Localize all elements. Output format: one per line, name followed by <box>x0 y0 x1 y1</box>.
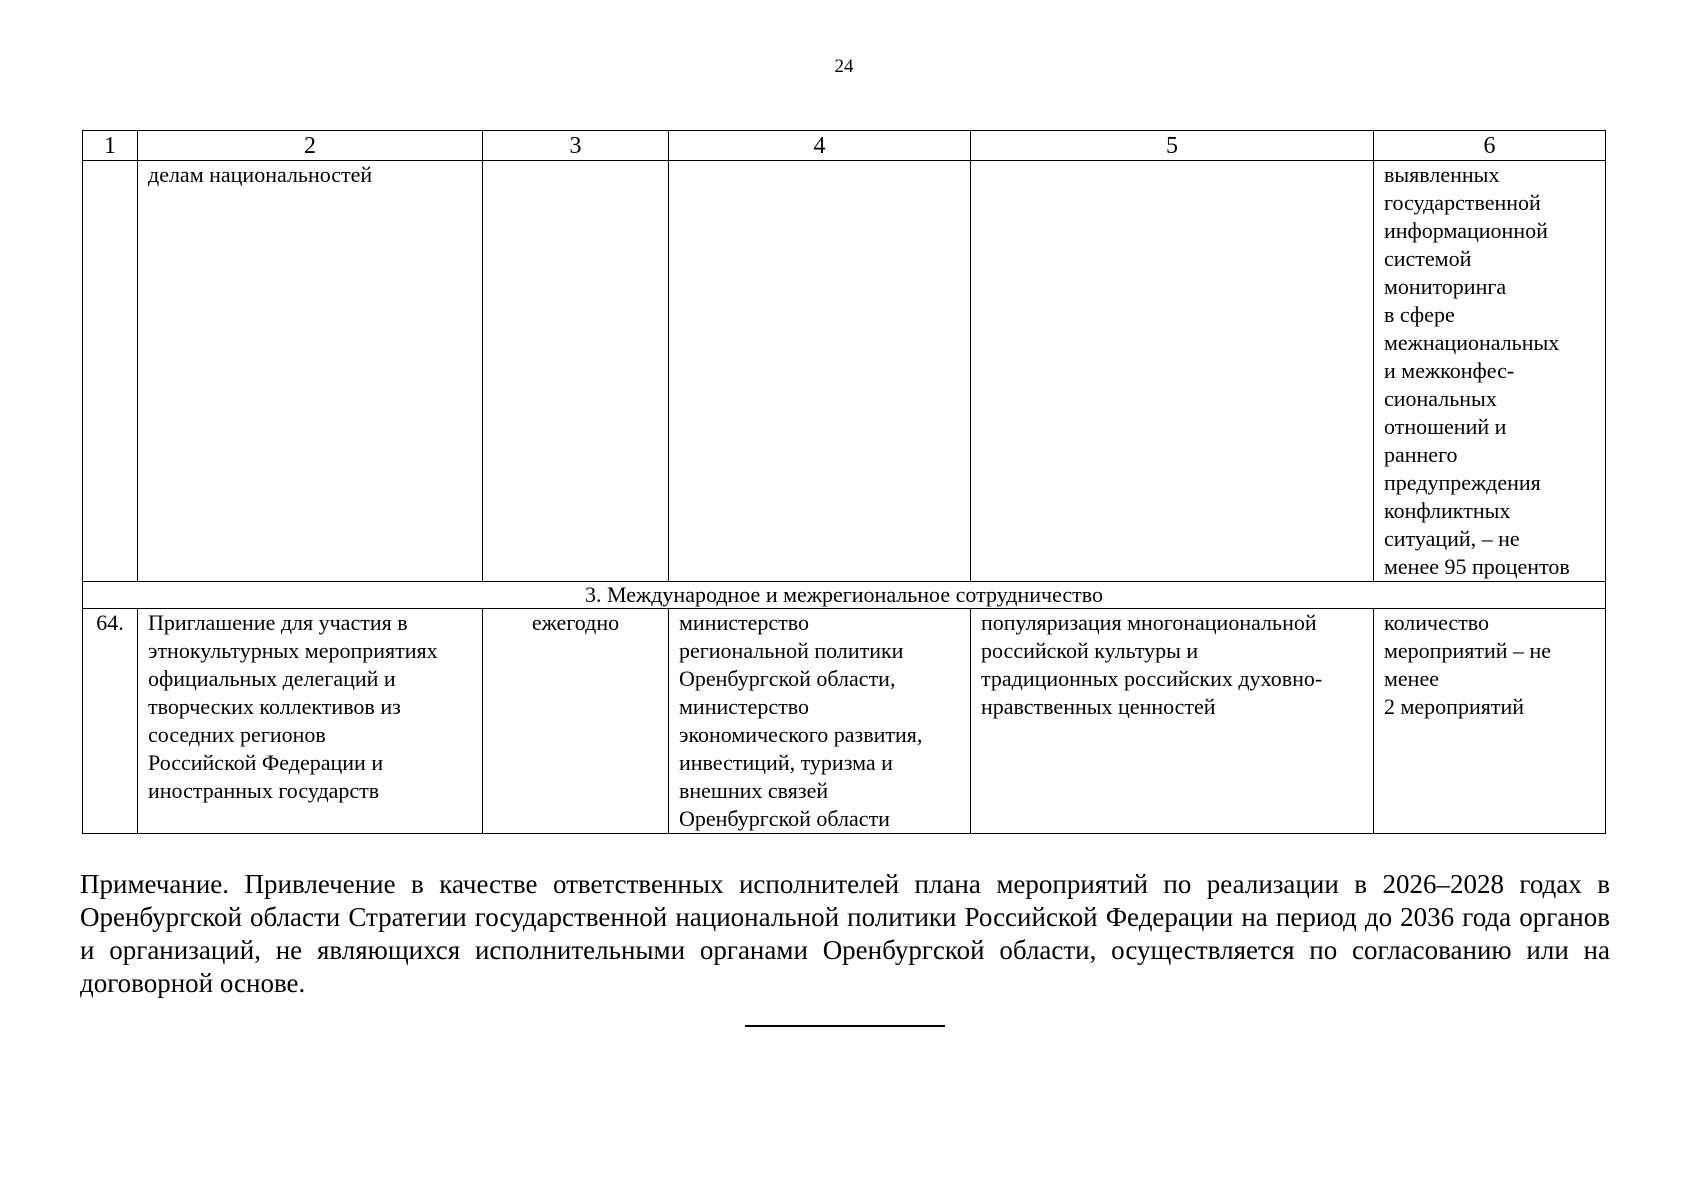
cell-result <box>971 161 1374 582</box>
header-col-1: 1 <box>83 131 138 161</box>
table-row <box>83 609 1606 834</box>
page-number: 24 <box>834 56 854 77</box>
cell-executor <box>669 161 971 582</box>
section-heading-row <box>83 582 1606 609</box>
cell-executor: министерство региональной политики Оренбургской области, министерство экономического развития, инвестиций, туризма и внешних связей Оренбургской области <box>669 609 971 834</box>
header-col-4: 4 <box>669 131 971 161</box>
table-header-row <box>83 131 1606 161</box>
cell-number <box>83 161 138 582</box>
table-row-continued <box>83 161 1606 582</box>
cell-event: делам национальностей <box>138 161 483 582</box>
header-col-3: 3 <box>483 131 669 161</box>
header-col-5: 5 <box>971 131 1374 161</box>
header-col-2: 2 <box>138 131 483 161</box>
cell-indicator: количество мероприятий – не менее 2 мероприятий <box>1374 609 1606 834</box>
cell-period: ежегодно <box>483 609 669 834</box>
section-title: 3. Международное и межрегиональное сотрудничество <box>83 582 1606 609</box>
cell-period <box>483 161 669 582</box>
header-col-6: 6 <box>1374 131 1606 161</box>
cell-indicator: выявленных государственной информационной системой мониторинга в сфере межнациональных и межконфес- сиональных отношений и раннего предупреждения конфликтных ситуаций, – не менее 95 процентов <box>1374 161 1606 582</box>
events-table <box>82 130 1606 834</box>
end-separator-line <box>745 1025 945 1027</box>
cell-result: популяризация многонациональной российской культуры и традиционных российских духовно- нравственных ценностей <box>971 609 1374 834</box>
cell-number: 64. <box>83 609 138 834</box>
cell-event: Приглашение для участия в этнокультурных мероприятиях официальных делегаций и творческих коллективов из соседних регионов Российской Федерации и иностранных государств <box>138 609 483 834</box>
note-paragraph: Примечание. Привлечение в качестве ответственных исполнителей плана мероприятий по реализации в 2026–2028 годах в Оренбургской области Стратегии государственной национальной политики Российской Федерации на период до 2036 года органов и организаций, не являющихся исполнительными органами Оренбургской области, осуществляется по согласованию или на договорной основе. <box>80 869 1610 998</box>
